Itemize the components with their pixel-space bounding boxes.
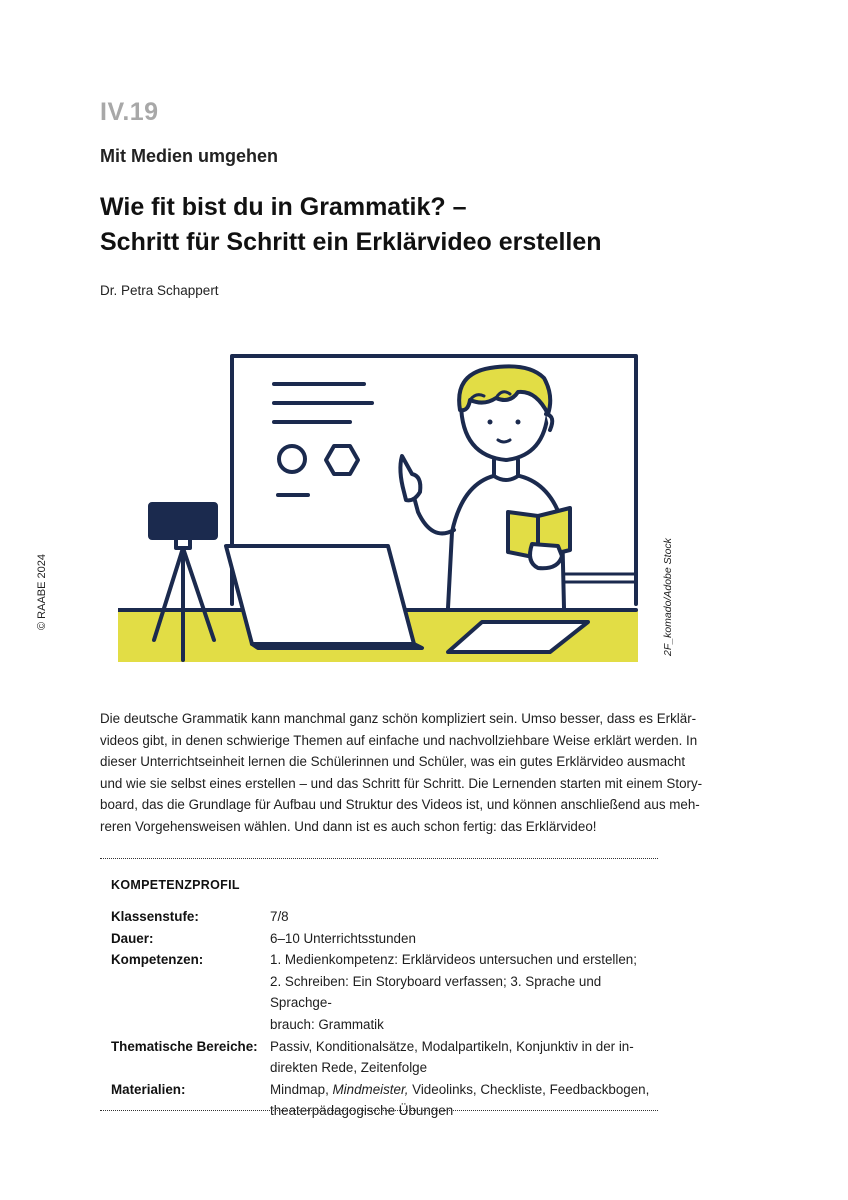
profile-value-line bbox=[270, 1079, 651, 1101]
profile-value bbox=[270, 1036, 651, 1079]
profile-value-line: 7/8 bbox=[270, 909, 289, 924]
profile-row-grade bbox=[111, 906, 651, 928]
materials-prefix: Mindmap, bbox=[270, 1081, 333, 1097]
profile-value bbox=[270, 928, 651, 950]
author: Dr. Petra Schappert bbox=[100, 283, 219, 298]
profile-value-line: 1. Medienkompetenz: Erklärvideos untersuchen und erstellen; bbox=[270, 952, 637, 968]
page-title bbox=[100, 190, 602, 260]
laptop-icon bbox=[226, 546, 422, 648]
hexagon-shape-icon bbox=[326, 446, 358, 474]
intro-line: videos gibt, in denen schwierige Themen auf einfache und nachvollziehbare Weise erklärt werden. In bbox=[100, 732, 698, 748]
profile-heading: KOMPETENZPROFIL bbox=[111, 878, 240, 892]
section-title: Mit Medien umgehen bbox=[100, 146, 279, 166]
intro-line: board, das die Grundlage für Aufbau und Struktur des Videos ist, und können anschließend aus meh- bbox=[100, 797, 700, 813]
profile-row-duration bbox=[111, 928, 651, 950]
copyright-note: © RAABE 2024 bbox=[36, 554, 48, 630]
intro-line: reren Vorgehensweisen wählen. Und dann ist es auch schon fertig: das Erklärvideo! bbox=[100, 818, 597, 834]
profile-value-line: 6–10 Unterrichtsstunden bbox=[270, 930, 416, 946]
profile-value-line: Passiv, Konditionalsätze, Modalpartikeln, Konjunktiv in der in- bbox=[270, 1038, 634, 1054]
profile-value bbox=[270, 906, 651, 928]
profile-value-line: brauch: Grammatik bbox=[270, 1016, 384, 1032]
profile-value-line: theaterpädagogische Übungen bbox=[270, 1103, 454, 1119]
profile-label: Thematische Bereiche: bbox=[111, 1038, 258, 1054]
intro-paragraph bbox=[100, 708, 703, 838]
intro-line: Die deutsche Grammatik kann manchmal ganz schön kompliziert sein. Umso besser, dass es Erklär- bbox=[100, 711, 697, 726]
profile-label: Kompetenzen: bbox=[111, 952, 204, 968]
divider-bottom bbox=[100, 1110, 658, 1111]
divider-top bbox=[100, 858, 658, 859]
profile-label: Dauer: bbox=[111, 930, 154, 946]
materials-suffix: Videolinks, Checkliste, Feedbackbogen, bbox=[408, 1081, 650, 1097]
unit-code: IV.19 bbox=[100, 98, 159, 126]
profile-label: Materialien: bbox=[111, 1081, 186, 1097]
intro-line: dieser Unterrichtseinheit lernen die Schülerinnen und Schüler, was ein gutes Erklärvideo ausmacht bbox=[100, 754, 686, 770]
intro-line: und wie sie selbst eines erstellen – und das Schritt für Schritt. Die Lernenden starten mit einem Story- bbox=[100, 775, 703, 791]
profile-value bbox=[270, 1079, 651, 1122]
profile-row-topics bbox=[111, 1036, 651, 1079]
teacher-figure-icon bbox=[400, 366, 570, 608]
image-credit: 2F_komado/Adobe Stock bbox=[662, 538, 674, 656]
title-line-2: Schritt für Schritt ein Erklärvideo erstellen bbox=[100, 228, 602, 256]
circle-shape-icon bbox=[279, 446, 305, 472]
materials-italic: Mindmeister, bbox=[332, 1081, 409, 1097]
explainer-video-illustration bbox=[118, 352, 642, 664]
competence-profile bbox=[111, 906, 651, 1122]
profile-value bbox=[270, 949, 651, 1035]
profile-row-competences bbox=[111, 949, 651, 1035]
profile-label: Klassenstufe: bbox=[111, 909, 199, 924]
profile-row-materials bbox=[111, 1079, 651, 1122]
profile-value-line: direkten Rede, Zeitenfolge bbox=[270, 1060, 428, 1076]
profile-value-line: 2. Schreiben: Ein Storyboard verfassen; 3. Sprache und Sprachge- bbox=[270, 973, 602, 1011]
title-line-1: Wie fit bist du in Grammatik? – bbox=[100, 193, 467, 221]
